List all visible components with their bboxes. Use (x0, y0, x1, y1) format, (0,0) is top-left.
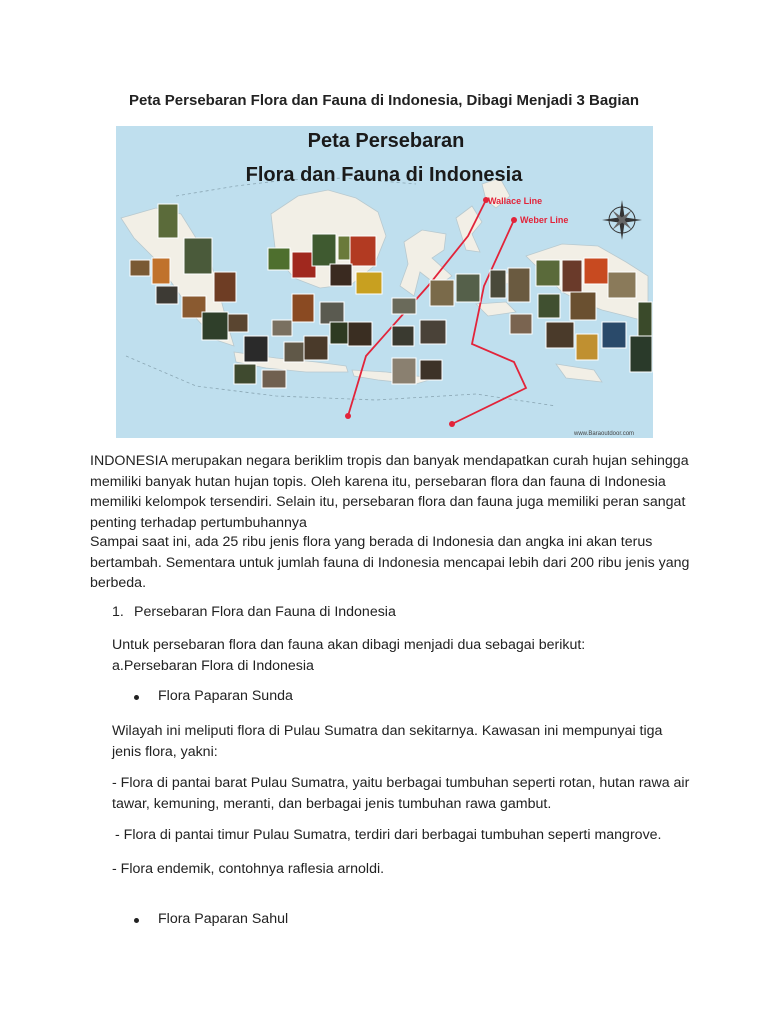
subsection-heading-a: a.Persebaran Flora di Indonesia (112, 657, 314, 674)
weber-line-end-dot (449, 421, 455, 427)
section-intro (112, 635, 712, 676)
section-heading-number: 1. (112, 604, 124, 620)
map-heading-line2: Flora dan Fauna di Indonesia (245, 164, 523, 186)
map-watermark: www.Baraoutdoor.com (574, 431, 635, 437)
map-image (116, 126, 653, 438)
document-title: Peta Persebaran Flora dan Fauna di Indonesia, Dibagi Menjadi 3 Bagian (128, 92, 640, 109)
bullet-dot-icon (134, 918, 139, 923)
section-heading-text: Persebaran Flora dan Fauna di Indonesia (134, 604, 396, 620)
bullet-item-label: Flora Paparan Sahul (158, 911, 289, 927)
indonesia-map-figure (116, 126, 653, 438)
wallace-line-label: Wallace Line (488, 196, 543, 206)
paragraph-indonesia-intro: INDONESIA merupakan negara beriklim tropis dan banyak mendapatkan curah hujan sehingga memiliki banyak hutan hujan topis. Oleh karena itu, persebaran flora dan fauna di Indonesia memiliki kelompok tersendiri. Selain itu, persebaran flora dan fauna juga memiliki peran sangat penting terhadap pertumbuhannya (90, 453, 689, 531)
weber-line-start-dot (511, 217, 517, 223)
section-heading-1 (112, 602, 396, 623)
flora-item-endemic: - Flora endemik, contohnya raflesia arnoldi. (112, 861, 385, 877)
bullet-dot-icon (134, 695, 139, 700)
paragraph-wilayah: Wilayah ini meliputi flora di Pulau Sumatra dan sekitarnya. Kawasan ini mempunyai tiga jenis flora, yakni: (112, 723, 663, 760)
flora-item-west-coast: - Flora di pantai barat Pulau Sumatra, yaitu berbagai tumbuhan seperti rotan, hutan rawa air tawar, kemuning, meranti, dan berbagai jenis tumbuhan rawa gambut. (112, 775, 690, 812)
map-heading-line1: Peta Persebaran (307, 130, 465, 152)
section-intro-line: Untuk persebaran flora dan fauna akan dibagi menjadi dua sebagai berikut: (112, 637, 586, 653)
flora-item-east-coast: - Flora di pantai timur Pulau Sumatra, terdiri dari berbagai tumbuhan seperti mangrove. (115, 827, 662, 843)
paragraph-species-count: Sampai saat ini, ada 25 ribu jenis flora yang berada di Indonesia dan angka ini akan terus bertambah. Sementara untuk jumlah fauna di Indonesia mencapai lebih dari 200 ribu jenis yang berbeda. (90, 534, 690, 591)
weber-line-label: Weber Line (520, 215, 569, 225)
bullet-item-label: Flora Paparan Sunda (158, 688, 293, 704)
wallace-line-end-dot (345, 413, 351, 419)
